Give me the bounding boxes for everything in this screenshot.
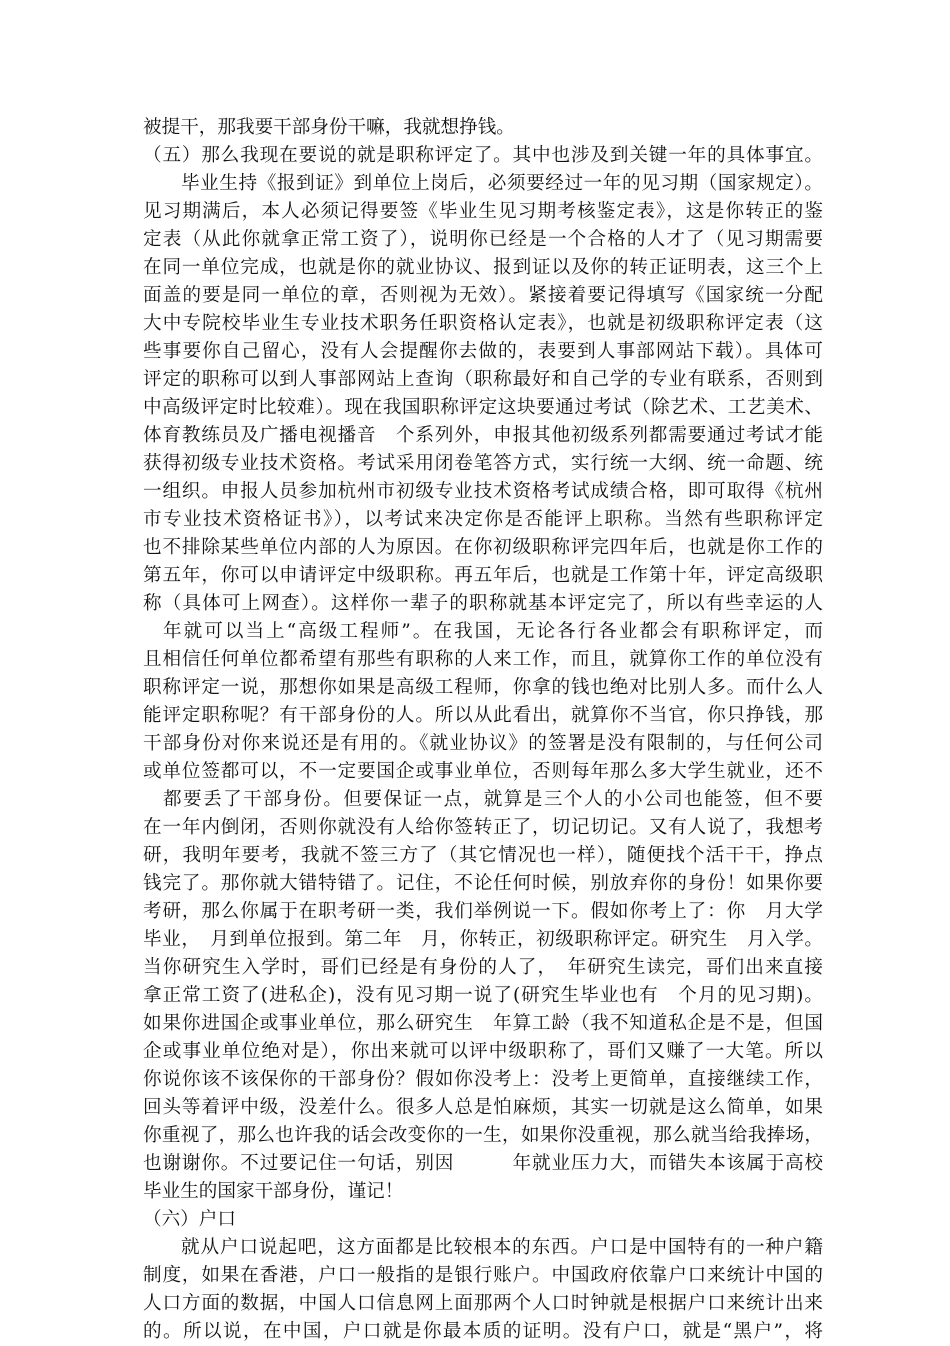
text-line: 获得初级专业技术资格。考试采用闭卷笔答方式，实行统一大纲、统一命题、统 bbox=[143, 453, 823, 474]
text-line: 定表（从此你就拿正常工资了），说明你已经是一个合格的人才了（见习期需要 bbox=[143, 229, 823, 250]
text-line: 中高级评定时比较难）。现在我国职称评定这块要通过考试（除艺术、工艺美术、 bbox=[143, 397, 823, 418]
text-line: 见习期满后，本人必须记得要签《毕业生见习期考核鉴定表》，这是你转正的鉴 bbox=[143, 201, 823, 222]
text-line: 也谢谢你。不过要记住一句话，别因 年就业压力大，而错失本该属于高校 bbox=[143, 1153, 823, 1174]
section-heading-household-registration: （六）户口 bbox=[143, 1209, 236, 1230]
text-line: 都要丢了干部身份。但要保证一点，就算是三个人的小公司也能签，但不要 bbox=[163, 789, 823, 810]
text-line: 称（具体可上网查）。这样你一辈子的职称就基本评定完了，所以有些幸运的人 bbox=[143, 593, 823, 614]
text-line: 一组织。申报人员参加杭州市初级专业技术资格考试成绩合格，即可取得《杭州 bbox=[143, 481, 823, 502]
text-line: 企或事业单位绝对是），你出来就可以评中级职称了，哥们又赚了一大笔。所以 bbox=[143, 1041, 823, 1062]
text-line: 能评定职称呢？有干部身份的人。所以从此看出，就算你不当官，你只挣钱，那 bbox=[143, 705, 823, 726]
text-line: 你说你该不该保你的干部身份？假如你没考上：没考上更简单，直接继续工作， bbox=[143, 1069, 823, 1090]
text-line: 考研，那么你属于在职考研一类，我们举例说一下。假如你考上了：你 月大学 bbox=[143, 901, 823, 922]
text-line: 你重视了，那么也许我的话会改变你的一生，如果你没重视，那么就当给我捧场， bbox=[143, 1125, 823, 1146]
text-line: 回头等着评中级，没差什么。很多人总是怕麻烦，其实一切就是这么简单，如果 bbox=[143, 1097, 823, 1118]
text-line: 制度，如果在香港，户口一般指的是银行账户。中国政府依靠户口来统计中国的 bbox=[143, 1265, 823, 1286]
text-line: 毕业生持《报到证》到单位上岗后，必须要经过一年的见习期（国家规定）。 bbox=[181, 173, 823, 194]
text-line: 在同一单位完成，也就是你的就业协议、报到证以及你的转正证明表，这三个上 bbox=[143, 257, 823, 278]
text-line: 些事要你自己留心，没有人会提醒你去做的，表要到人事部网站下载）。具体可 bbox=[143, 341, 823, 362]
text-line: 毕业生的国家干部身份，谨记！ bbox=[143, 1181, 404, 1202]
text-line: 在一年内倒闭，否则你就没有人给你签转正了，切记切记。又有人说了，我想考 bbox=[143, 817, 823, 838]
text-line: 体育教练员及广播电视播音 个系列外，申报其他初级系列都需要通过考试才能 bbox=[143, 425, 823, 446]
text-line: 市专业技术资格证书》），以考试来决定你是否能评上职称。当然有些职称评定 bbox=[143, 509, 823, 530]
section-heading-job-title-evaluation: （五）那么我现在要说的就是职称评定了。其中也涉及到关键一年的具体事宜。 bbox=[143, 145, 823, 166]
text-line: 就从户口说起吧，这方面都是比较根本的东西。户口是中国特有的一种户籍 bbox=[181, 1237, 823, 1258]
text-line: 拿正常工资了(进私企)，没有见习期一说了(研究生毕业也有 个月的见习期)。 bbox=[143, 985, 823, 1006]
text-line: 毕业， 月到单位报到。第二年 月，你转正，初级职称评定。研究生 月入学。 bbox=[143, 929, 823, 950]
text-line: 或单位签都可以，不一定要国企或事业单位，否则每年那么多大学生就业，还不 bbox=[143, 761, 823, 782]
text-line: 年就可以当上“高级工程师”。在我国，无论各行各业都会有职称评定，而 bbox=[163, 621, 823, 642]
text-line: 研，我明年要考，我就不签三方了（其它情况也一样），随便找个活干干，挣点 bbox=[143, 845, 823, 866]
text-line: 第五年，你可以申请评定中级职称。再五年后，也就是工作第十年，评定高级职 bbox=[143, 565, 823, 586]
text-line: 且相信任何单位都希望有那些有职称的人来工作，而且，就算你工作的单位没有 bbox=[143, 649, 823, 670]
text-line: 当你研究生入学时，哥们已经是有身份的人了， 年研究生读完，哥们出来直接 bbox=[143, 957, 823, 978]
text-line: 大中专院校毕业生专业技术职务任职资格认定表》，也就是初级职称评定表（这 bbox=[143, 313, 823, 334]
text-line: 的。所以说，在中国，户口就是你最本质的证明。没有户口，就是“黑户”，将 bbox=[143, 1321, 823, 1342]
text-line: 职称评定一说，那想你如果是高级工程师，你拿的钱也绝对比别人多。而什么人 bbox=[143, 677, 823, 698]
text-line: 如果你进国企或事业单位，那么研究生 年算工龄（我不知道私企是不是，但国 bbox=[143, 1013, 823, 1034]
text-line: 被提干，那我要干部身份干嘛，我就想挣钱。 bbox=[143, 117, 515, 138]
text-line: 干部身份对你来说还是有用的。《就业协议》的签署是没有限制的，与任何公司 bbox=[143, 733, 823, 754]
text-line: 也不排除某些单位内部的人为原因。在你初级职称评完四年后，也就是你工作的 bbox=[143, 537, 823, 558]
text-line: 钱完了。那你就大错特错了。记住，不论任何时候，别放弃你的身份！如果你要 bbox=[143, 873, 823, 894]
text-line: 人口方面的数据，中国人口信息网上面那两个人口时钟就是根据户口来统计出来 bbox=[143, 1293, 823, 1314]
text-line: 评定的职称可以到人事部网站上查询（职称最好和自己学的专业有联系，否则到 bbox=[143, 369, 823, 390]
text-line: 面盖的要是同一单位的章，否则视为无效）。紧接着要记得填写《国家统一分配 bbox=[143, 285, 823, 306]
